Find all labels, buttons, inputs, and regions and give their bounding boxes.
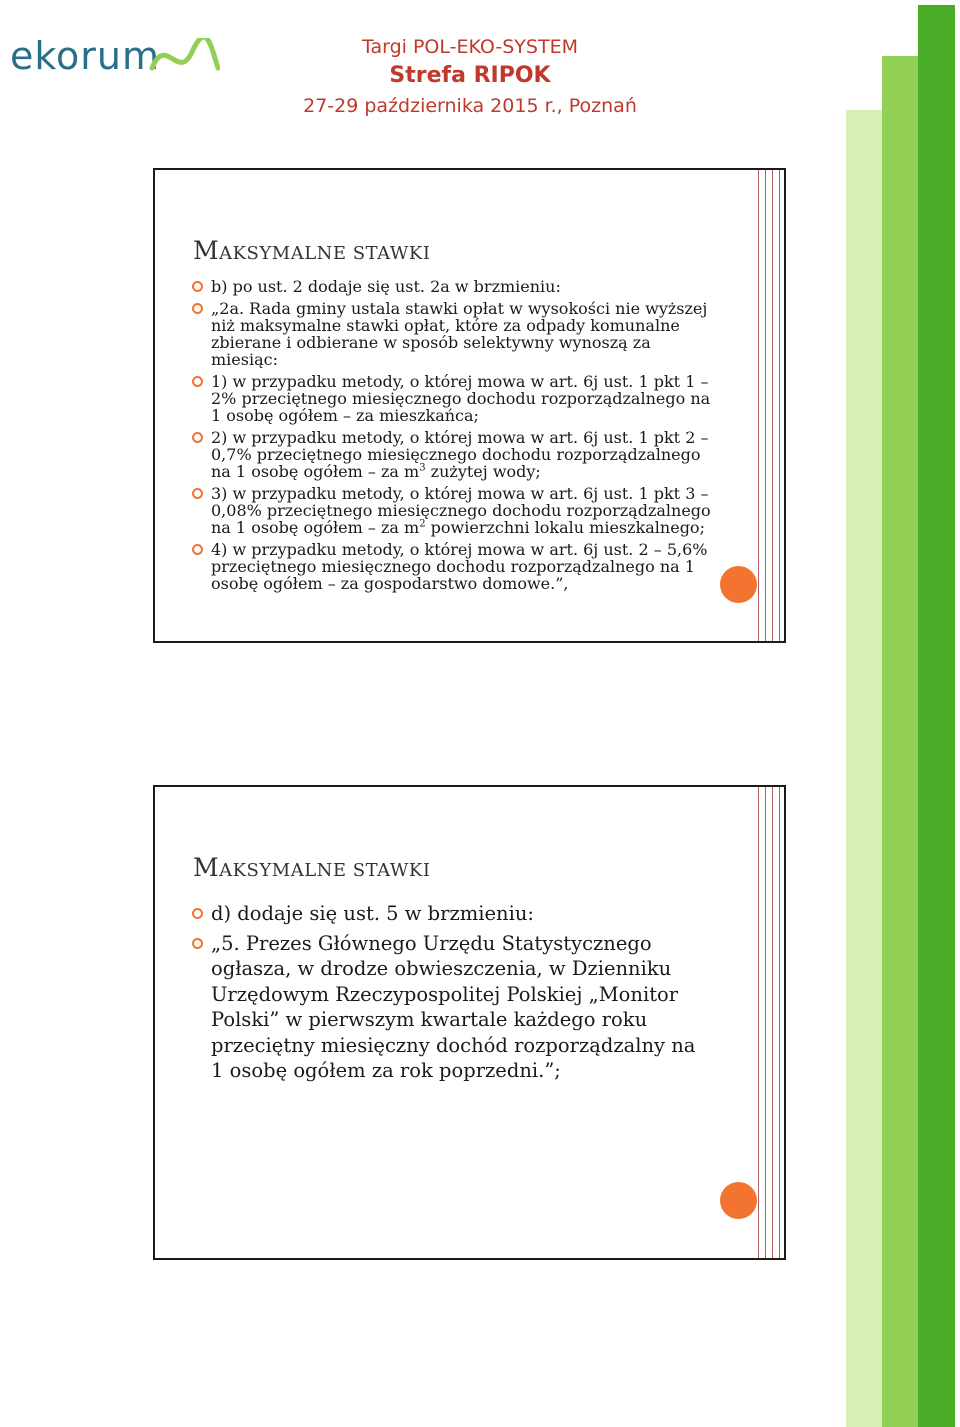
list-item: 4) w przypadku metody, o której mowa w art. 6j ust. 2 – 5,6% przeciętnego miesięcznego dochodu rozporządzalnego na 1 osobę ogółem – za gospodarstwo domowe.”, [191,541,711,592]
slide-stripe [756,170,784,641]
event-date: 27-29 października 2015 r., Poznań [303,95,637,117]
event-zone: Strefa RIPOK [389,63,551,88]
slide-title: MAKSYMALNE STAWKI [193,236,431,265]
list-item: „5. Prezes Głównego Urzędu Statystycznego ogłasza, w drodze obwieszczenia, w Dzienniku Urzędowym Rzeczypospolitej Polskiej „Monitor Polski” w pierwszym kwartale każdego roku przeciętny miesięczny dochód rozporządzalny na 1 osobę ogółem za rok poprzedni.”; [191,931,711,1084]
bullet-icon [192,544,203,555]
list-item: b) po ust. 2 dodaje się ust. 2a w brzmieniu: [191,278,711,295]
list-item: „2a. Rada gminy ustala stawki opłat w wysokości nie wyższej niż maksymalne stawki opłat, które za odpady komunalne zbierane i odbierane w sposób selektywny wynoszą za miesiąc: [191,300,711,368]
green-bar-light [846,110,882,1427]
bullet-list [191,901,711,1088]
orange-dot-icon [720,566,757,603]
orange-dot-icon [720,1182,757,1219]
green-bar-dark [918,5,955,1427]
logo-text: ekorum [10,34,161,78]
event-info [300,34,640,120]
logo-swoosh-icon [148,38,220,78]
green-bar-mid [882,56,918,1427]
bullet-icon [192,908,203,919]
event-name: Targi POL-EKO-SYSTEM [362,36,578,58]
slide-title: MAKSYMALNE STAWKI [193,853,431,882]
bullet-icon [192,488,203,499]
slide-2 [153,785,786,1260]
list-item: 1) w przypadku metody, o której mowa w art. 6j ust. 1 pkt 1 – 2% przeciętnego miesięcznego dochodu rozporządzalnego na 1 osobę ogółem – za mieszkańca; [191,373,711,424]
slide-1 [153,168,786,643]
list-item: 3) w przypadku metody, o której mowa w art. 6j ust. 1 pkt 3 – 0,08% przeciętnego miesięcznego dochodu rozporządzalnego na 1 osobę ogółem – za $m^2$ powierzchni lokalu mieszkalnego; [191,485,711,536]
bullet-icon [192,938,203,949]
bullet-icon [192,432,203,443]
bullet-icon [192,303,203,314]
bullet-icon [192,281,203,292]
bullet-icon [192,376,203,387]
slide-stripe [756,787,784,1258]
list-item: d) dodaje się ust. 5 w brzmieniu: [191,901,711,927]
list-item: 2) w przypadku metody, o której mowa w art. 6j ust. 1 pkt 2 – 0,7% przeciętnego miesięcznego dochodu rozporządzalnego na 1 osobę ogółem – za $m^3$ zużytej wody; [191,429,711,480]
bullet-list [191,278,711,597]
ekorum-logo [10,32,215,82]
